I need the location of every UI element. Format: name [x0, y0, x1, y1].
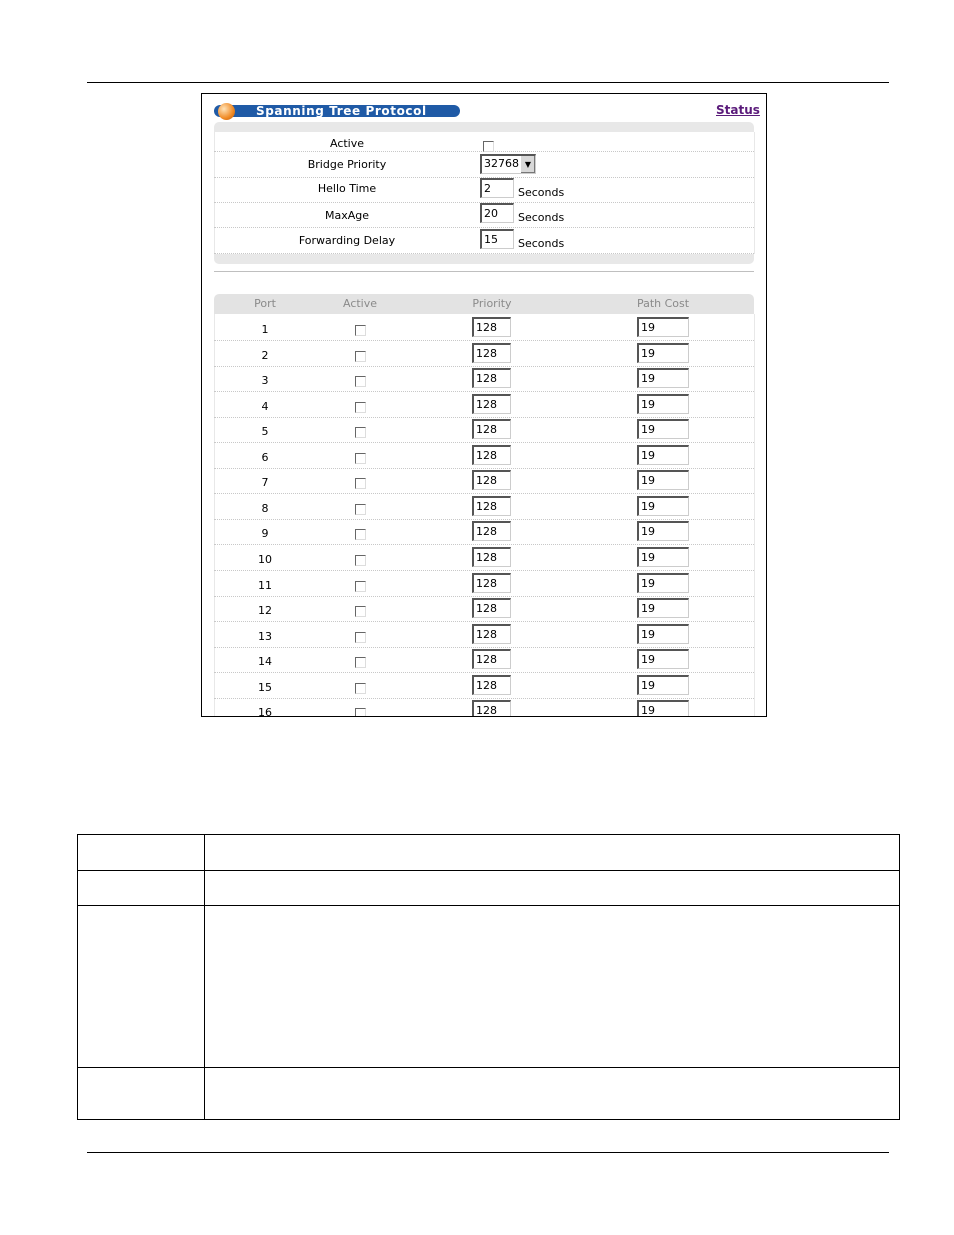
port-priority-input[interactable] — [472, 598, 511, 618]
port-priority-input[interactable] — [472, 317, 511, 337]
table-cell — [78, 906, 205, 1068]
port-path-cost-input[interactable] — [637, 445, 689, 465]
port-path-cost-input[interactable] — [637, 675, 689, 695]
hello-time-label: Hello Time — [317, 182, 377, 195]
table-cell — [78, 871, 205, 906]
port-priority-input[interactable] — [472, 521, 511, 541]
port-number: 6 — [261, 450, 269, 464]
screenshot-frame — [201, 93, 767, 717]
table-row — [214, 341, 754, 367]
port-number: 8 — [261, 501, 269, 515]
table-row — [214, 315, 754, 341]
table-cell — [78, 835, 205, 871]
port-priority-input[interactable] — [472, 496, 511, 516]
port-number: 1 — [261, 323, 269, 336]
forwarding-delay-unit: Seconds — [518, 237, 565, 250]
hello-time-unit: Seconds — [518, 186, 565, 199]
port-path-cost-input[interactable] — [637, 470, 689, 490]
max-age-row — [214, 202, 754, 228]
table-cell — [205, 1068, 900, 1120]
port-path-cost-input[interactable] — [637, 547, 689, 567]
forwarding-delay-input[interactable] — [480, 229, 514, 249]
table-row — [214, 417, 754, 443]
header-active: Active — [342, 297, 378, 310]
port-path-cost-input[interactable] — [637, 419, 689, 439]
header-priority: Priority — [472, 297, 512, 310]
port-path-cost-input[interactable] — [637, 624, 689, 644]
table-row — [214, 622, 754, 648]
port-priority-input[interactable] — [472, 445, 511, 465]
table-cell — [78, 1068, 205, 1120]
table-border-right — [754, 314, 755, 716]
table-row — [214, 571, 754, 597]
port-number: 3 — [261, 374, 269, 388]
max-age-unit: Seconds — [518, 211, 565, 224]
port-path-cost-input[interactable] — [637, 573, 689, 593]
port-number: 12 — [258, 604, 272, 618]
port-number: 10 — [258, 552, 272, 566]
port-priority-input[interactable] — [472, 700, 511, 717]
port-path-cost-input[interactable] — [637, 649, 689, 669]
page-footer-rule — [87, 1152, 889, 1153]
table-row — [214, 392, 754, 418]
port-active-checkbox[interactable] — [355, 478, 366, 489]
port-path-cost-input[interactable] — [637, 700, 689, 717]
port-active-checkbox[interactable] — [355, 402, 366, 413]
table-row — [78, 871, 900, 906]
port-priority-input[interactable] — [472, 573, 511, 593]
port-priority-input[interactable] — [472, 547, 511, 567]
port-number: 7 — [261, 476, 269, 490]
table-row — [214, 698, 754, 717]
port-path-cost-input[interactable] — [637, 598, 689, 618]
table-row — [214, 545, 754, 571]
bridge-priority-value: 32768 — [484, 157, 519, 170]
panel-border-right — [754, 132, 755, 254]
port-path-cost-input[interactable] — [637, 521, 689, 541]
port-active-checkbox[interactable] — [355, 453, 366, 464]
port-active-checkbox[interactable] — [355, 529, 366, 540]
port-priority-input[interactable] — [472, 470, 511, 490]
hello-time-row — [214, 177, 754, 203]
header-path-cost: Path Cost — [636, 297, 690, 310]
page-title: Spanning Tree Protocol — [256, 104, 427, 118]
table-row — [214, 494, 754, 520]
stp-active-checkbox[interactable] — [483, 141, 494, 152]
port-priority-input[interactable] — [472, 624, 511, 644]
port-number: 4 — [261, 399, 269, 413]
port-number: 9 — [261, 527, 269, 541]
table-row — [78, 1068, 900, 1120]
port-active-checkbox[interactable] — [355, 504, 366, 515]
port-priority-input[interactable] — [472, 675, 511, 695]
max-age-input[interactable] — [480, 203, 514, 223]
bridge-priority-select[interactable] — [480, 154, 536, 174]
section-divider — [214, 271, 754, 272]
table-row — [78, 835, 900, 871]
port-priority-input[interactable] — [472, 368, 511, 388]
port-priority-input[interactable] — [472, 649, 511, 669]
port-priority-input[interactable] — [472, 419, 511, 439]
table-row — [214, 468, 754, 494]
port-active-checkbox[interactable] — [355, 606, 366, 617]
port-number: 15 — [258, 680, 272, 694]
table-row — [214, 366, 754, 392]
port-active-checkbox[interactable] — [355, 581, 366, 592]
port-path-cost-input[interactable] — [637, 394, 689, 414]
bridge-panel-top — [214, 122, 754, 132]
table-row — [214, 673, 754, 699]
port-number: 5 — [261, 425, 269, 439]
header-port: Port — [254, 297, 276, 310]
forwarding-delay-label: Forwarding Delay — [298, 234, 396, 247]
port-active-checkbox[interactable] — [355, 657, 366, 668]
port-number: 16 — [258, 706, 272, 717]
active-row — [214, 132, 754, 152]
hello-time-input[interactable] — [480, 178, 514, 198]
active-label: Active — [329, 137, 365, 150]
bridge-priority-label: Bridge Priority — [307, 158, 387, 171]
table-cell — [205, 906, 900, 1068]
port-active-checkbox[interactable] — [355, 708, 366, 717]
page-header-rule — [87, 82, 889, 83]
port-active-checkbox[interactable] — [355, 325, 366, 336]
max-age-label: MaxAge — [324, 209, 370, 222]
port-number: 13 — [258, 629, 272, 643]
port-path-cost-input[interactable] — [637, 343, 689, 363]
table-cell — [205, 835, 900, 871]
table-row — [78, 906, 900, 1068]
status-link[interactable]: Status — [716, 103, 760, 117]
port-priority-input[interactable] — [472, 343, 511, 363]
table-row — [214, 519, 754, 545]
table-cell — [205, 871, 900, 906]
table-row — [214, 443, 754, 469]
table-row — [214, 596, 754, 622]
table-row — [214, 647, 754, 673]
port-active-checkbox[interactable] — [355, 555, 366, 566]
orb-icon — [218, 103, 235, 120]
port-path-cost-input[interactable] — [637, 496, 689, 516]
port-number: 11 — [258, 578, 272, 592]
port-active-checkbox[interactable] — [355, 376, 366, 387]
port-active-checkbox[interactable] — [355, 351, 366, 362]
port-active-checkbox[interactable] — [355, 427, 366, 438]
port-number: 14 — [258, 655, 272, 669]
port-active-checkbox[interactable] — [355, 632, 366, 643]
chevron-down-icon[interactable]: ▼ — [520, 156, 535, 173]
port-path-cost-input[interactable] — [637, 317, 689, 337]
port-priority-input[interactable] — [472, 394, 511, 414]
port-number: 2 — [261, 348, 269, 362]
ports-table-header — [214, 294, 754, 314]
bridge-priority-row — [214, 152, 754, 178]
port-active-checkbox[interactable] — [355, 683, 366, 694]
forwarding-delay-row — [214, 228, 754, 254]
description-table — [77, 834, 900, 1120]
port-path-cost-input[interactable] — [637, 368, 689, 388]
bridge-panel-bottom — [214, 254, 754, 264]
